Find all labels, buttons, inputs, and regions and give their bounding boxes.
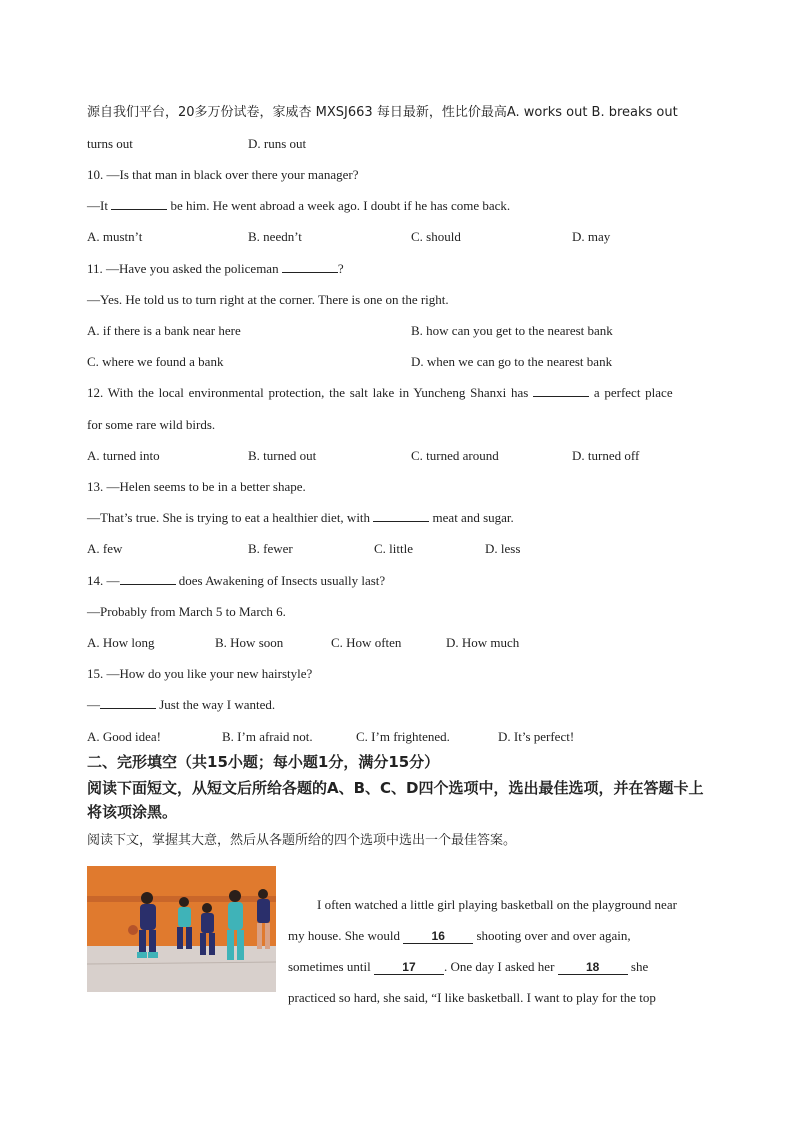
q15-text-pre: — (87, 697, 100, 712)
question-11-answer-line: —Yes. He told us to turn right at the corner. There is one on the right. (87, 292, 449, 307)
passage-line-3 (288, 958, 648, 976)
q11-option-d: D. when we can go to the nearest bank (411, 354, 613, 369)
q11-option-a: A. if there is a bank near here (87, 323, 241, 338)
question-13-answer-line (87, 509, 514, 527)
q13-blank (373, 509, 429, 522)
q14-text-pre: 14. — (87, 573, 120, 588)
question-15-answer-line (87, 696, 275, 714)
q15-blank (100, 696, 156, 709)
passage-line-2-pre: my house. She would (288, 928, 404, 943)
basketball-photo (87, 866, 276, 992)
question-10-answer-line (87, 197, 510, 215)
q14-option-b: B. How soon (215, 635, 284, 650)
q10-text-pre: —It (87, 198, 112, 213)
blank-18: 18 (558, 960, 628, 975)
section-2-title: 二、完形填空（共15小题；每小题1分，满分15分） (87, 753, 440, 771)
q11-text-pre: 11. —Have you asked the policeman (87, 261, 282, 276)
question-13: 13. —Helen seems to be in a better shape. (87, 479, 306, 494)
passage-line-3-mid: . One day I asked her (443, 959, 558, 974)
q15-option-a: A. Good idea! (87, 729, 162, 744)
passage-line-1: I often watched a little girl playing basketball on the playground near (317, 897, 677, 912)
section-2-instruction: 阅读下面短文，从短文后所给各题的A、B、C、D四个选项中，选出最佳选项，并在答题卡上将该项涂黑。 (87, 779, 704, 821)
section-2-sub-instruction: 阅读下文，掌握其大意，然后从各题所给的四个选项中选出一个最佳答案。 (87, 833, 517, 848)
q13-option-c: C. little (374, 541, 413, 556)
q12-option-d: D. turned off (572, 448, 640, 463)
q15-text-post: Just the way I wanted. (156, 697, 276, 712)
q14-option-d: D. How much (446, 635, 520, 650)
q10-text-post: be him. He went abroad a week ago. I doubt if he has come back. (167, 198, 511, 213)
q11-blank (282, 260, 338, 273)
basketball-players-illustration (87, 866, 276, 992)
passage-line-3-post: she (627, 959, 649, 974)
q12-text-pre: 12. With the local environmental protection, the salt lake in Yuncheng Shanxi has (87, 385, 534, 400)
q11-option-b: B. how can you get to the nearest bank (411, 323, 613, 338)
q12-blank (533, 384, 589, 397)
q13-text-post: meat and sugar. (429, 510, 514, 525)
q11-text-post: ? (337, 261, 344, 276)
option-c-q9: turns out (87, 136, 133, 151)
question-11 (87, 260, 344, 278)
passage-line-3-pre: sometimes until (288, 959, 374, 974)
q15-option-c: C. I’m frightened. (356, 729, 450, 744)
q13-text-pre: —That’s true. She is trying to eat a healthier diet, with (87, 510, 374, 525)
q10-blank (111, 197, 167, 210)
q10-option-d: D. may (572, 229, 611, 244)
q10-option-b: B. needn’t (248, 229, 302, 244)
q14-option-a: A. How long (87, 635, 155, 650)
q10-option-a: A. mustn’t (87, 229, 143, 244)
q13-option-a: A. few (87, 541, 123, 556)
question-12 (87, 384, 673, 402)
question-15: 15. —How do you like your new hairstyle? (87, 666, 313, 681)
passage-line-4: practiced so hard, she said, “I like basketball. I want to play for the top (288, 990, 656, 1005)
q12-option-c: C. turned around (411, 448, 499, 463)
question-14-answer-line: —Probably from March 5 to March 6. (87, 604, 286, 619)
q12-option-a: A. turned into (87, 448, 160, 463)
blank-16: 16 (403, 929, 473, 944)
q15-option-b: B. I’m afraid not. (222, 729, 313, 744)
basketball (128, 925, 138, 935)
q13-option-b: B. fewer (248, 541, 293, 556)
q13-option-d: D. less (485, 541, 521, 556)
q11-option-c: C. where we found a bank (87, 354, 224, 369)
question-10: 10. —Is that man in black over there your manager? (87, 167, 359, 182)
q10-option-c: C. should (411, 229, 461, 244)
blank-17: 17 (374, 960, 444, 975)
q14-text-post: does Awakening of Insects usually last? (175, 573, 386, 588)
q12-option-b: B. turned out (248, 448, 317, 463)
q15-option-d: D. It’s perfect! (498, 729, 575, 744)
q14-blank (120, 572, 176, 585)
header-line: 源自我们平台，20多万份试卷，家威杏 MXSJ663 每日最新，性比价最高A. works out B. breaks out (87, 105, 678, 120)
q14-option-c: C. How often (331, 635, 402, 650)
photo-floor (87, 946, 276, 992)
q12-text-post: a perfect place (589, 385, 673, 400)
passage-line-2-post: shooting over and over again, (473, 928, 631, 943)
option-d-q9: D. runs out (248, 136, 307, 151)
question-12-line-2: for some rare wild birds. (87, 417, 216, 432)
passage-line-2 (288, 927, 631, 945)
question-14 (87, 572, 385, 590)
